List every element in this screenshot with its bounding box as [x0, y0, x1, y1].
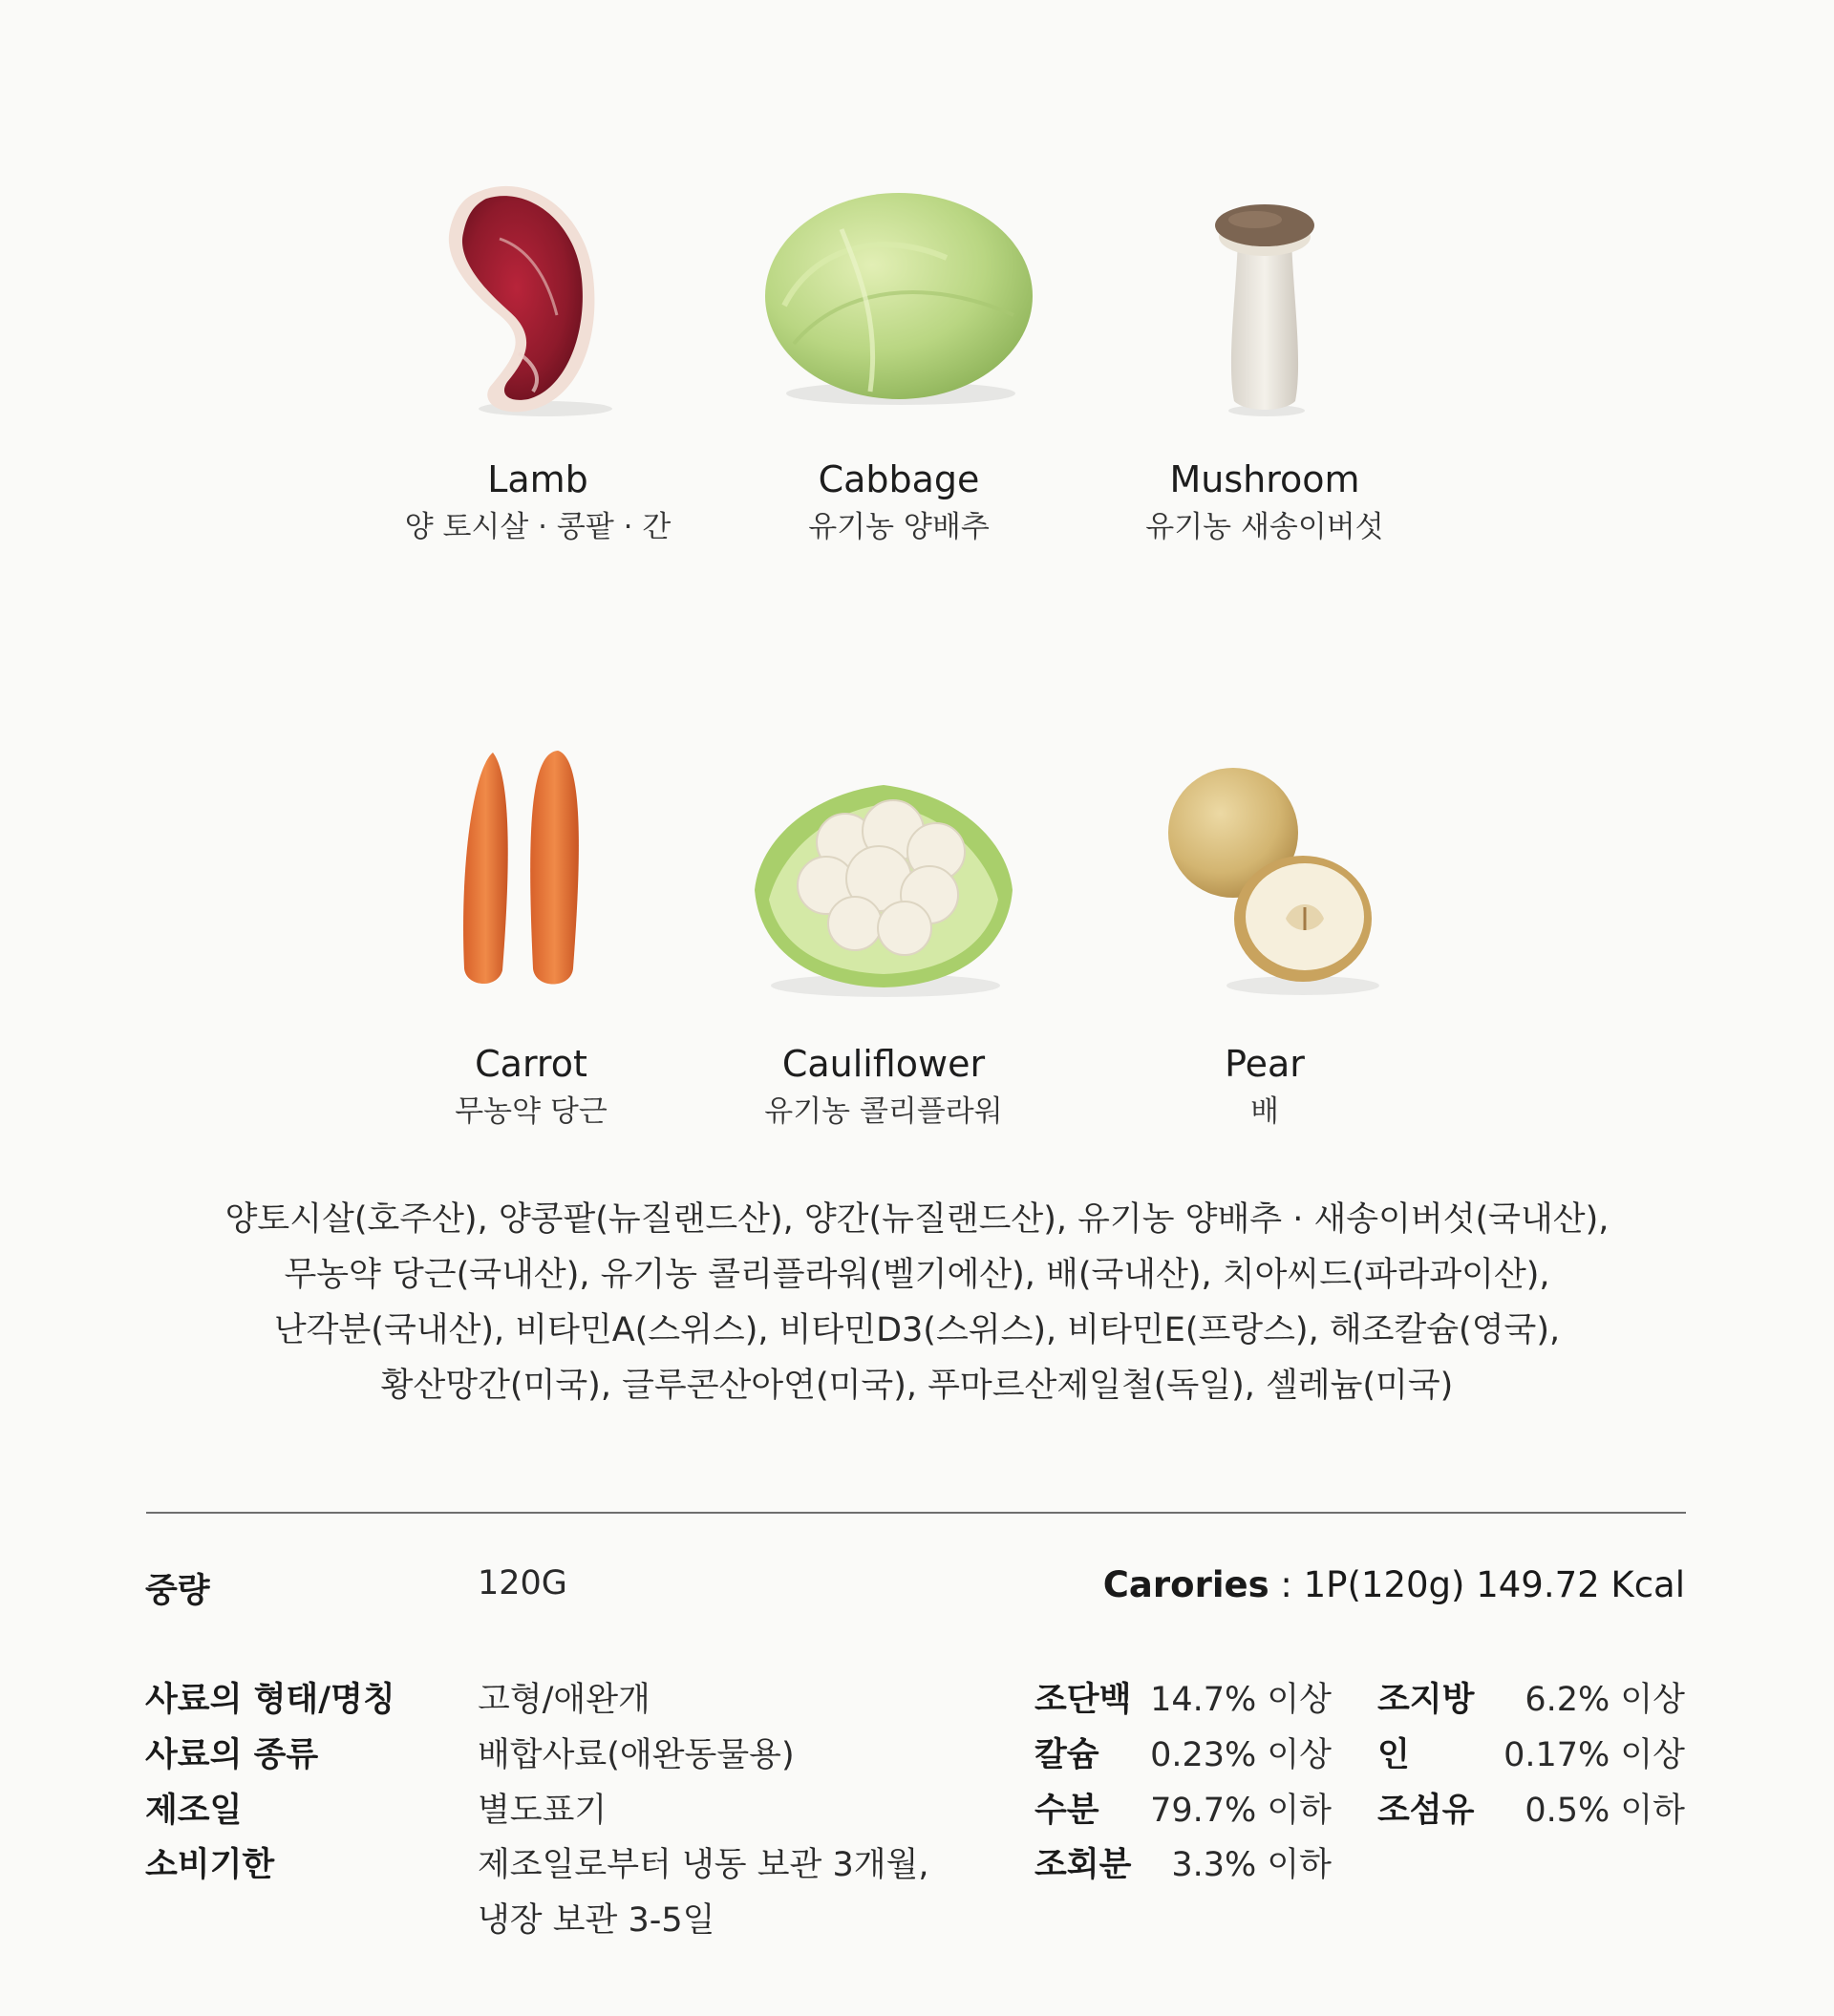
nutrient-value: 0.5% 이하 — [1525, 1792, 1685, 1830]
expiry-value: 제조일로부터 냉동 보관 3개월, — [478, 1846, 929, 1884]
ingredient-name-en: Lamb — [487, 458, 588, 500]
ingredient-name-en: Mushroom — [1169, 458, 1360, 500]
ingredient-name-en: Carrot — [475, 1043, 587, 1085]
ingredient-origin-list — [96, 1192, 1738, 1413]
nutrient-label: 조섬유 — [1377, 1792, 1475, 1830]
pear-image — [1064, 756, 1465, 1005]
nutrient-label: 수분 — [1034, 1792, 1099, 1830]
nutrient-label: 조지방 — [1377, 1681, 1475, 1719]
ingredient-name-ko: 양 토시살 · 콩팥 · 간 — [404, 510, 672, 544]
weight-value: 120G — [478, 1564, 567, 1602]
calories-info — [1103, 1564, 1685, 1605]
nutrient-label: 조단백 — [1034, 1681, 1132, 1719]
calories-value: : 1P(120g) 149.72 Kcal — [1269, 1564, 1685, 1605]
origin-line: 무농약 당근(국내산), 유기농 콜리플라워(벨기에산), 배(국내산), 치아씨드(파라과이산), — [284, 1256, 1550, 1294]
type-value: 배합사료(애완동물용) — [478, 1736, 795, 1774]
nutrient-label: 조회분 — [1034, 1846, 1132, 1884]
ingredient-name-en: Cabbage — [818, 458, 980, 500]
type-label: 사료의 종류 — [145, 1736, 319, 1774]
lamb-meat-image — [337, 172, 738, 420]
nutrient-value: 3.3% 이하 — [1171, 1846, 1332, 1884]
nutrient-value: 0.17% 이상 — [1503, 1736, 1685, 1774]
mushroom-image — [1064, 172, 1465, 420]
ingredient-name-ko: 배 — [1250, 1094, 1279, 1129]
origin-line: 황산망간(미국), 글루콘산아연(미국), 푸마르산제일철(독일), 셀레늄(미국) — [380, 1367, 1454, 1405]
ingredient-name-ko: 유기농 콜리플라워 — [764, 1094, 1003, 1129]
divider — [146, 1512, 1686, 1514]
ingredient-name-en: Pear — [1225, 1043, 1305, 1085]
cauliflower-image — [683, 756, 1084, 1005]
expiry-label: 소비기한 — [145, 1846, 275, 1884]
nutrient-value: 79.7% 이하 — [1150, 1792, 1332, 1830]
carrot-image — [331, 730, 732, 1016]
nutrient-label: 칼슘 — [1034, 1736, 1099, 1774]
nutrient-value: 14.7% 이상 — [1150, 1681, 1332, 1719]
weight-label: 중량 — [145, 1572, 210, 1610]
form-value: 고형/애완개 — [478, 1681, 650, 1719]
nutrient-value: 0.23% 이상 — [1150, 1736, 1332, 1774]
manufacture-date-label: 제조일 — [145, 1792, 243, 1830]
ingredient-name-en: Cauliflower — [781, 1043, 986, 1085]
ingredient-name-ko: 유기농 양배추 — [808, 510, 990, 544]
origin-line: 양토시살(호주산), 양콩팥(뉴질랜드산), 양간(뉴질랜드산), 유기농 양배추 · 새송이버섯(국내산), — [224, 1200, 1610, 1239]
origin-line: 난각분(국내산), 비타민A(스위스), 비타민D3(스위스), 비타민E(프랑스), 해조칼슘(영국), — [273, 1311, 1561, 1349]
calories-label: Carories — [1102, 1564, 1269, 1605]
expiry-value-line2: 냉장 보관 3-5일 — [478, 1901, 715, 1940]
cabbage-image — [698, 172, 1099, 420]
form-label: 사료의 형태/명칭 — [145, 1681, 395, 1719]
ingredient-name-ko: 유기농 새송이버섯 — [1145, 510, 1384, 544]
ingredient-name-ko: 무농약 당근 — [455, 1094, 608, 1129]
nutrient-value: 6.2% 이상 — [1525, 1681, 1685, 1719]
nutrient-label: 인 — [1377, 1736, 1410, 1774]
manufacture-date-value: 별도표기 — [478, 1792, 608, 1830]
